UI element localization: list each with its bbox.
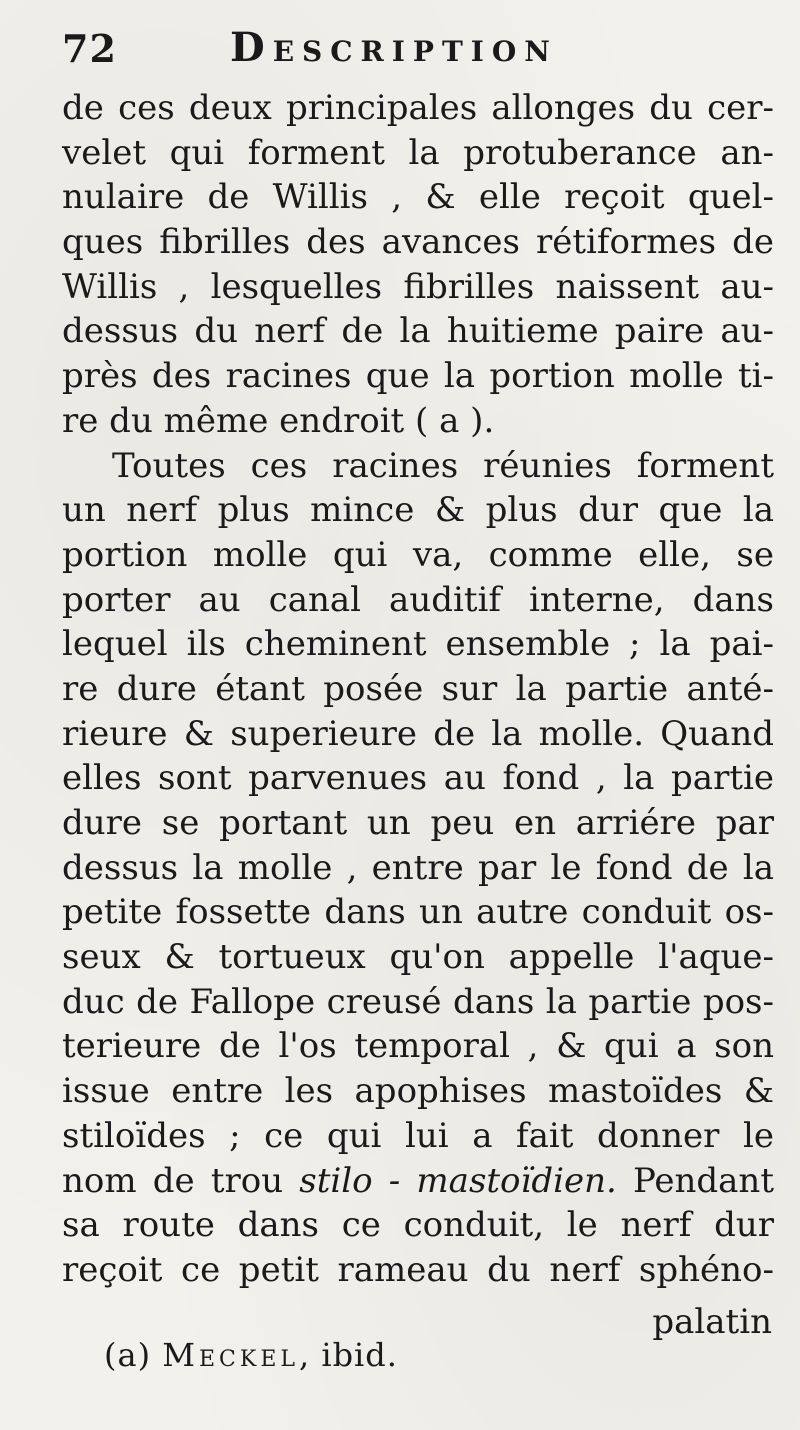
page-number: 72 (62, 26, 117, 71)
text-line-with-italic (62, 1159, 774, 1204)
footnote (104, 1336, 398, 1374)
text-line: petite fossette dans un autre conduit os- (62, 892, 774, 933)
footnote-reference: ibid. (321, 1336, 398, 1374)
text-line: dessus du nerf de la huitieme paire au- (62, 311, 774, 352)
text-line: Toutes ces racines réunies forment (112, 445, 774, 486)
text-line: stiloïdes ; ce qui lui a fait donner le (62, 1115, 774, 1156)
text-line: rieure & superieure de la molle. Quand (62, 713, 774, 754)
text-line: porter au canal auditif interne, dans (62, 579, 774, 620)
text-line: portion molle qui va, comme elle, se (62, 534, 774, 575)
text-line: Willis , lesquelles fibrilles naissent au- (62, 266, 774, 307)
footnote-author: Meckel (162, 1336, 299, 1374)
text-line: lequel ils cheminent ensemble ; la pai- (62, 624, 774, 665)
text-line: de ces deux principales allonges du cer- (62, 88, 774, 128)
text-line: seux & tortueux qu'on appelle l'aque- (62, 937, 774, 978)
text-line: nulaire de Willis , & elle reçoit quel- (62, 177, 774, 218)
text-line: re du même endroit ( a ). (62, 400, 495, 441)
text-line: dure se portant un peu en arriére par (62, 803, 774, 843)
footnote-separator: , (298, 1336, 311, 1374)
text-line: dessus la molle , entre par le fond de la (62, 847, 774, 888)
text-line: re dure étant posée sur la partie anté- (62, 668, 774, 709)
page-header (62, 18, 762, 74)
text-line: près des racines que la portion molle ti- (62, 356, 774, 397)
text-segment: nom de trou (62, 1160, 300, 1201)
text-line: ques fibrilles des avances rétiformes de (62, 222, 774, 263)
text-line: issue entre les apophises mastoïdes & (62, 1071, 774, 1112)
text-line: un nerf plus mince & plus dur que la (62, 490, 774, 531)
text-line: terieure de l'os temporal , & qui a son (62, 1026, 774, 1067)
text-line: velet qui forment la protuberance an- (62, 132, 774, 173)
footnote-marker: (a) (104, 1336, 152, 1374)
paragraph-2 (62, 444, 774, 1293)
italic-term: stilo - mastoïdien. (299, 1160, 617, 1201)
catchword: palatin (652, 1302, 772, 1342)
running-title: Description (230, 24, 558, 71)
text-line: sa route dans ce conduit, le nerf dur (62, 1205, 774, 1246)
text-line: duc de Fallope creusé dans la partie pos- (62, 981, 774, 1022)
text-segment: Pendant (616, 1160, 774, 1201)
body-text (62, 86, 774, 1293)
text-line: reçoit ce petit rameau du nerf sphéno- (62, 1249, 774, 1290)
text-line: elles sont parvenues au fond , la partie (62, 758, 774, 799)
paragraph-1 (62, 86, 774, 444)
